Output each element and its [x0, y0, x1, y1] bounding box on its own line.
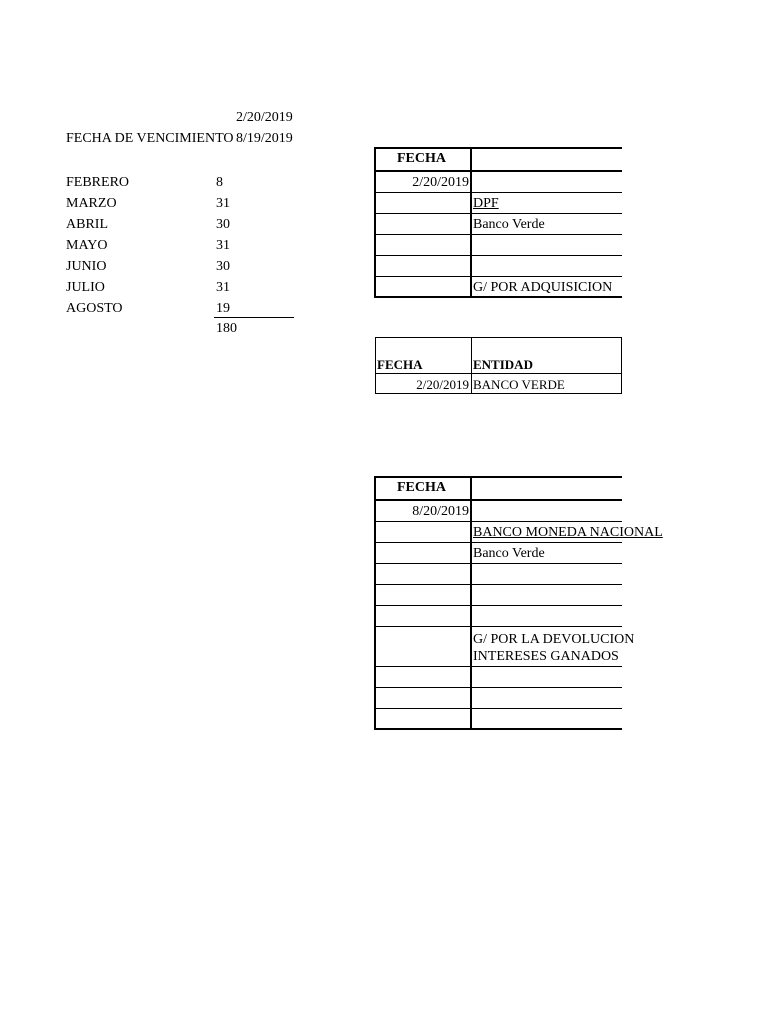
month-name: JUNIO	[66, 259, 107, 274]
month-days: 8	[216, 175, 223, 190]
j2-row-line	[374, 542, 622, 543]
month-days: 30	[216, 259, 230, 274]
et-col-entidad: ENTIDAD	[473, 357, 533, 372]
month-name: JULIO	[66, 280, 105, 295]
j1-top-border	[374, 147, 622, 149]
start-date: 2/20/2019	[236, 110, 293, 125]
j2-row-line	[374, 563, 622, 564]
j2-col-divider	[470, 476, 472, 730]
j2-row-line	[374, 666, 622, 667]
total-days: 180	[216, 321, 237, 336]
month-days: 19	[216, 301, 230, 316]
j2-row-line	[374, 687, 622, 688]
month-days: 31	[216, 238, 230, 253]
month-name: FEBRERO	[66, 175, 130, 190]
month-name: MARZO	[66, 196, 117, 211]
j1-row-line	[374, 255, 622, 256]
month-name: ABRIL	[66, 217, 108, 232]
et-date: 2/20/2019	[416, 377, 469, 392]
j1-row-line	[374, 234, 622, 235]
j2-row-line	[374, 605, 622, 606]
j2-header-fecha: FECHA	[397, 480, 446, 495]
j2-header-line	[374, 499, 622, 501]
j1-row-line	[374, 213, 622, 214]
month-days: 31	[216, 196, 230, 211]
j1-bottom-border	[374, 296, 622, 298]
j2-row-line	[374, 521, 622, 522]
j1-gloss: G/ POR ADQUISICION	[473, 280, 613, 295]
j1-account: DPF	[473, 196, 499, 211]
et-entity: BANCO VERDE	[473, 377, 565, 392]
j1-header-line	[374, 170, 622, 172]
month-name: MAYO	[66, 238, 108, 253]
month-name: AGOSTO	[66, 301, 123, 316]
j2-row-line	[374, 626, 622, 627]
j1-header-fecha: FECHA	[397, 151, 446, 166]
due-date: 8/19/2019	[236, 131, 293, 146]
j2-gloss-line2: INTERESES GANADOS	[473, 649, 619, 664]
sum-underline	[214, 317, 294, 318]
j2-entity: Banco Verde	[473, 546, 545, 561]
j1-row-line	[374, 276, 622, 277]
j1-entity: Banco Verde	[473, 217, 545, 232]
et-col-fecha: FECHA	[377, 357, 423, 372]
j2-bottom-border	[374, 728, 622, 730]
due-date-label: FECHA DE VENCIMIENTO	[66, 131, 234, 146]
j1-date: 2/20/2019	[412, 175, 469, 190]
j2-row-line	[374, 584, 622, 585]
j2-account: BANCO MONEDA NACIONAL	[473, 525, 663, 540]
j2-date: 8/20/2019	[412, 504, 469, 519]
j2-top-border	[374, 476, 622, 478]
month-days: 30	[216, 217, 230, 232]
j1-row-line	[374, 192, 622, 193]
j2-row-line	[374, 708, 622, 709]
j2-gloss-line1: G/ POR LA DEVOLUCION	[473, 632, 635, 647]
month-days: 31	[216, 280, 230, 295]
